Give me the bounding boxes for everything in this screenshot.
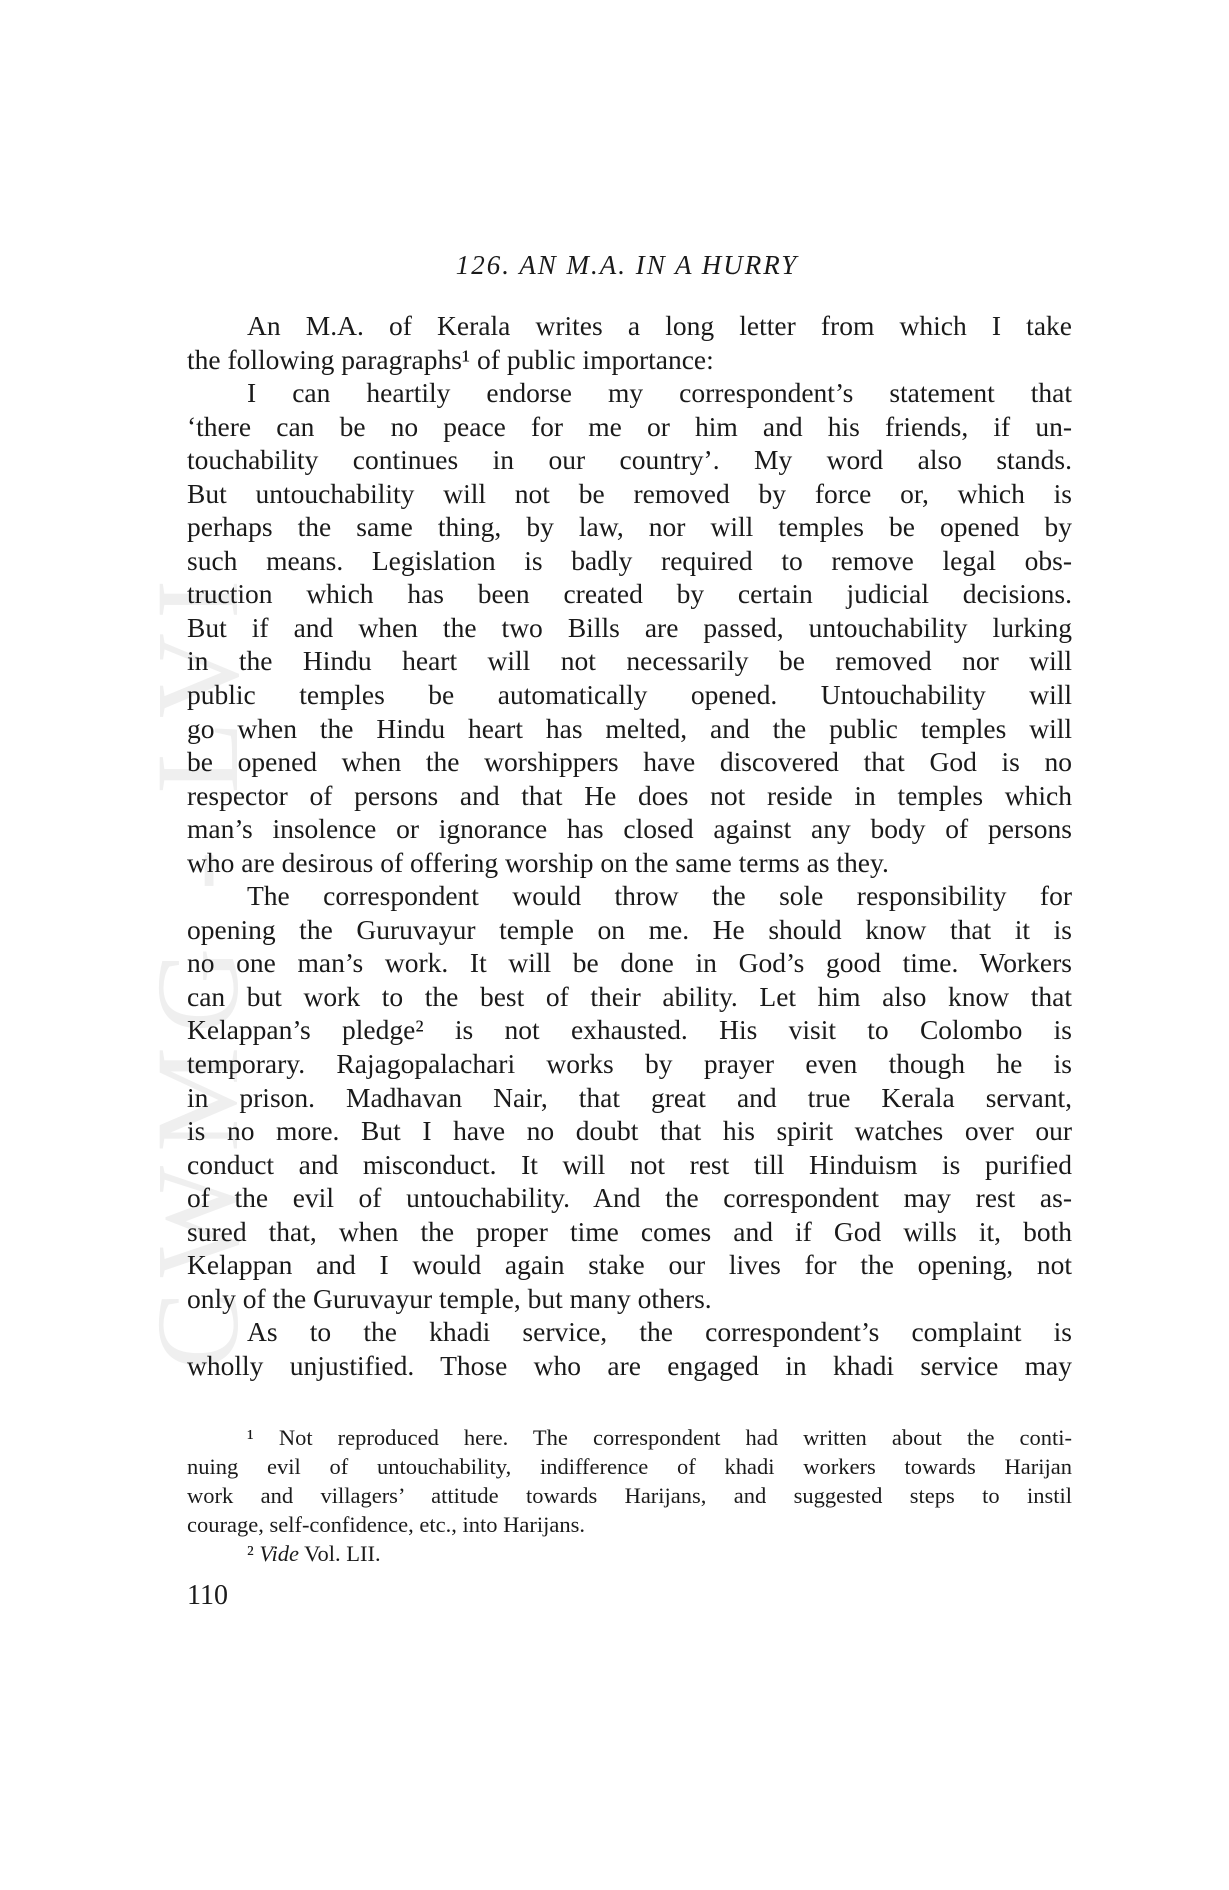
text-line: of the evil of untouchability. And the correspondent may rest as-	[187, 1182, 1072, 1214]
article-title: 126. AN M.A. IN A HURRY	[455, 250, 799, 280]
footnote-line: work and villagers’ attitude towards Harijans, and suggested steps to instil	[187, 1482, 1072, 1508]
text-line: temporary. Rajagopalachari works by prayer even though he is	[187, 1048, 1072, 1080]
text-line: respector of persons and that He does not reside in temples which	[187, 779, 1072, 811]
text-line: Kelappan’s pledge² is not exhausted. His visit to Colombo is	[187, 1014, 1072, 1046]
text-line: be opened when the worshippers have discovered that God is no	[187, 746, 1072, 778]
text-line: public temples be automatically opened. Untouchability will	[187, 679, 1072, 711]
text-line: Kelappan and I would again stake our lives for the opening, not	[187, 1249, 1072, 1281]
text-line: go when the Hindu heart has melted, and the public temples will	[187, 712, 1072, 744]
text-line: man’s insolence or ignorance has closed against any body of persons	[187, 813, 1072, 845]
text-line: ‘there can be no peace for me or him and his friends, if un-	[187, 410, 1072, 442]
text-line: But untouchability will not be removed by force or, which is	[187, 477, 1072, 509]
footnote-line: courage, self-confidence, etc., into Harijans.	[187, 1511, 585, 1537]
text-line: sured that, when the proper time comes and if God wills it, both	[187, 1215, 1072, 1247]
footnotes	[187, 1424, 1072, 1568]
article-body	[187, 309, 1072, 1383]
text-line: As to the khadi service, the correspondent’s complaint is	[247, 1316, 1072, 1348]
text-line: no one man’s work. It will be done in God’s good time. Workers	[187, 947, 1072, 979]
text-line: is no more. But I have no doubt that his spirit watches over our	[187, 1115, 1072, 1147]
watermark: CWMG - LVI	[132, 565, 263, 1370]
footnote-line: nuing evil of untouchability, indifference of khadi workers towards Harijan	[187, 1453, 1072, 1479]
text-line: truction which has been created by certain judicial decisions.	[187, 578, 1072, 610]
text-line: who are desirous of offering worship on the same terms as they.	[187, 846, 889, 878]
text-line: can but work to the best of their ability. Let him also know that	[187, 980, 1072, 1012]
text-line: perhaps the same thing, by law, nor will temples be opened by	[187, 511, 1072, 543]
text-line: I can heartily endorse my correspondent’s statement that	[247, 377, 1072, 409]
text-line: opening the Guruvayur temple on me. He should know that it is	[187, 913, 1072, 945]
page-number: 110	[187, 1580, 228, 1611]
text-line: such means. Legislation is badly required to remove legal obs-	[187, 544, 1072, 576]
vide-italic: Vide	[259, 1540, 299, 1566]
text-line: wholly unjustified. Those who are engaged in khadi service may	[187, 1349, 1072, 1381]
text-line: The correspondent would throw the sole responsibility for	[247, 880, 1072, 912]
text-line: in the Hindu heart will not necessarily be removed nor will	[187, 645, 1072, 677]
text-line: conduct and misconduct. It will not rest till Hinduism is purified	[187, 1148, 1072, 1180]
text-line: only of the Guruvayur temple, but many others.	[187, 1282, 712, 1314]
text-line: An M.A. of Kerala writes a long letter from which I take	[247, 310, 1072, 341]
text-line: touchability continues in our country’. My word also stands.	[187, 444, 1072, 476]
footnote-line: ¹ Not reproduced here. The correspondent had written about the conti-	[247, 1425, 1072, 1450]
text-line: But if and when the two Bills are passed, untouchability lurking	[187, 611, 1072, 643]
footnote-line: ² Vide Vol. LII.	[247, 1540, 381, 1566]
text-line: the following paragraphs¹ of public importance:	[187, 343, 714, 375]
text-line: in prison. Madhavan Nair, that great and true Kerala servant,	[187, 1081, 1072, 1113]
